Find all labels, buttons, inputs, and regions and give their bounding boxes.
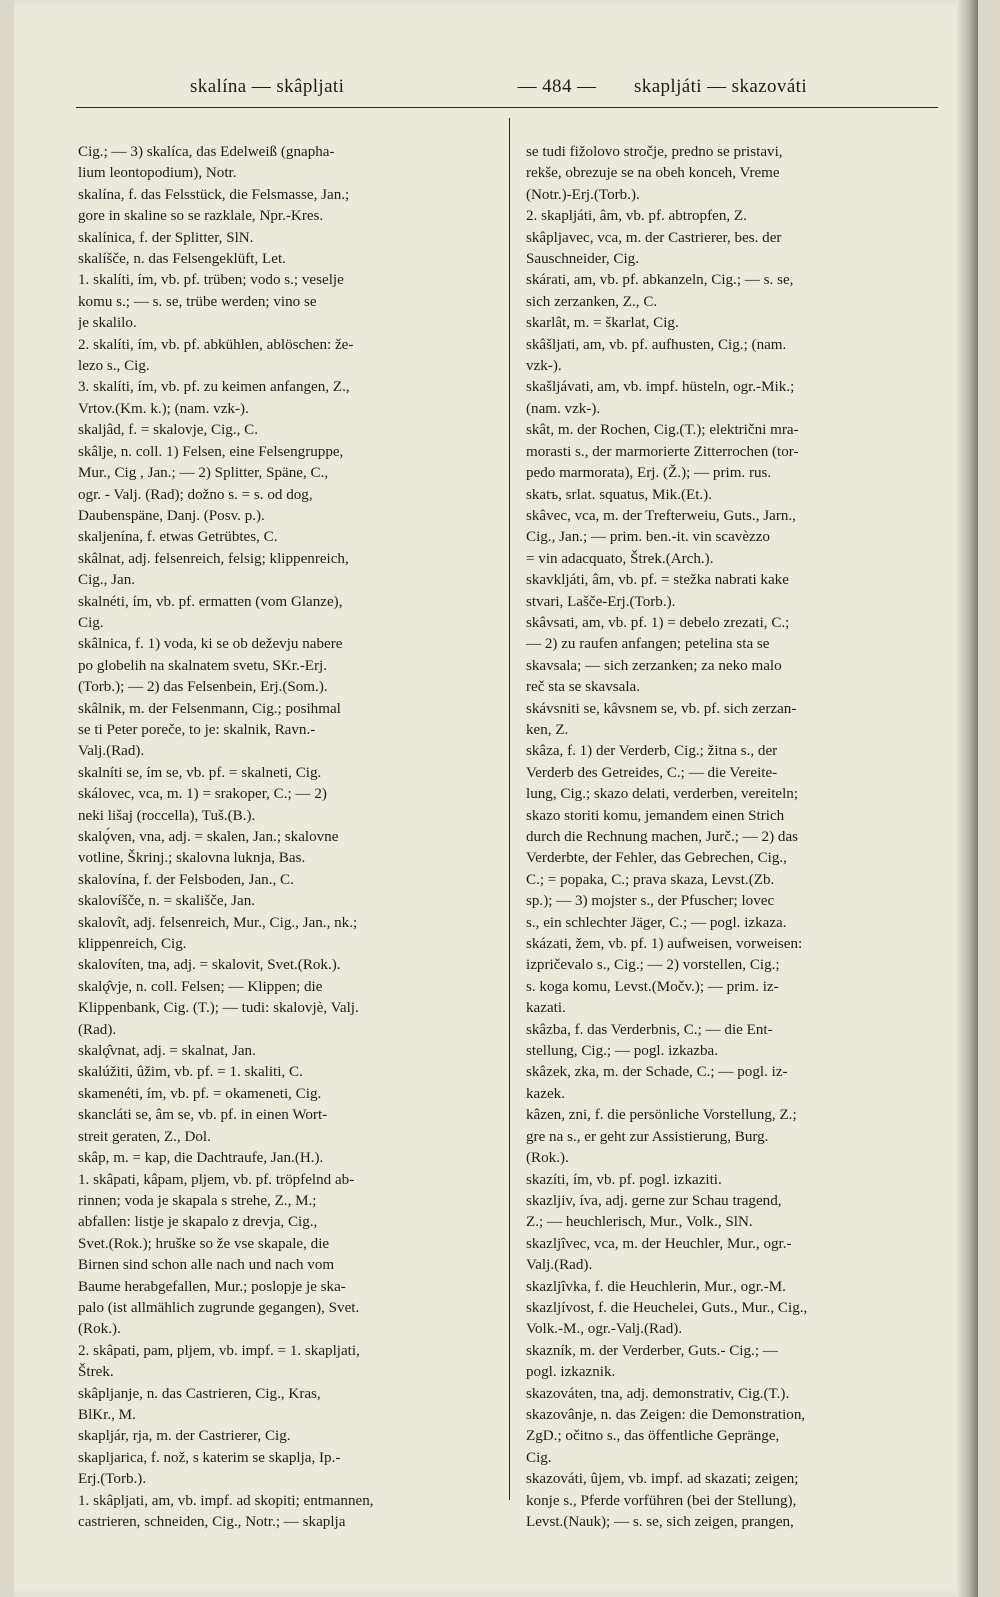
text-line: skazljívost, f. die Heuchelei, Guts., Mur., Cig., (526, 1299, 808, 1316)
text-line: skavkljáti, âm, vb. pf. = stežka nabrati kake (526, 572, 789, 589)
text-line: (Rok.). (78, 1321, 121, 1338)
text-line: gre na s., er geht zur Assistierung, Burg. (526, 1128, 769, 1145)
text-line: skâlje, n. coll. 1) Felsen, eine Felsengruppe, (78, 443, 344, 460)
right-column (526, 142, 944, 1533)
text-line: Volk.-M., ogr.-Valj.(Rad). (526, 1321, 683, 1338)
text-line: Erj.(Torb.). (78, 1471, 147, 1488)
text-line: 3. skalíti, ím, vb. pf. zu keimen anfangen, Z., (78, 379, 350, 396)
text-line: skâlnik, m. der Felsenmann, Cig.; posihmal (78, 700, 341, 717)
text-line: skatъ, srlat. squatus, Mik.(Et.). (526, 486, 712, 503)
text-line: Cig.; — 3) skalíca, das Edelweiß (gnapha- (78, 144, 335, 160)
text-line: skavsala; — sich zerzanken; za neko malo (526, 657, 782, 674)
text-line: BlKr., M. (78, 1406, 136, 1423)
text-line: konje s., Pferde vorführen (bei der Stellung), (526, 1492, 797, 1509)
text-line: Svet.(Rok.); hruške so že vse skapale, die (78, 1235, 330, 1252)
text-line: Cig., Jan.; — prim. ben.-it. vin scavèzzo (526, 529, 770, 546)
text-line: skalníti se, ím se, vb. pf. = skalneti, Cig. (78, 764, 322, 781)
text-line: skâlnica, f. 1) voda, ki se ob deževju nabere (78, 636, 343, 653)
text-line: skazník, m. der Verderber, Guts.- Cig.; — (526, 1342, 778, 1359)
text-line: lium leontopodium), Notr. (78, 165, 237, 182)
text-line: Valj.(Rad). (78, 743, 145, 760)
text-line: po globelih na skalnatem svetu, SKr.-Erj. (78, 657, 328, 674)
text-line: 2. skâpati, pam, pljem, vb. impf. = 1. skapljati, (78, 1342, 360, 1359)
text-line: skazljîvka, f. die Heuchlerin, Mur., ogr.-M. (526, 1278, 786, 1295)
text-line: skâvec, vca, m. der Trefterweiu, Guts., Jarn., (526, 507, 796, 524)
text-line: skâzba, f. das Verderbnis, C.; — die Ent- (526, 1021, 773, 1038)
text-line: Verderbte, der Fehler, das Gebrechen, Cig., (526, 850, 787, 867)
text-line: skalovíšče, n. = skališče, Jan. (78, 893, 256, 910)
text-line: sp.); — 3) mojster s., der Pfuscher; lovec (526, 893, 775, 910)
text-line: skâvsati, am, vb. pf. 1) = debelo zrezati, C.; (526, 614, 790, 631)
text-line: se tudi fižolovo stročje, predno se pristavi, (526, 144, 783, 160)
text-line: 1. skâpljati, am, vb. impf. ad skopiti; entmannen, (78, 1492, 374, 1509)
text-line: skálovec, vca, m. 1) = srakoper, C.; — 2) (78, 786, 327, 803)
text-line: abfallen: listje je skapalo z drevja, Cig., (78, 1214, 318, 1231)
text-line: skât, m. der Rochen, Cig.(T.); električni mra- (526, 422, 799, 439)
text-line: C.; = popaka, C.; prava skaza, Levst.(Zb. (526, 871, 775, 888)
text-line: (Rad). (78, 1021, 117, 1038)
text-line: (Rok.). (526, 1150, 569, 1167)
text-line: ken, Z. (526, 721, 569, 738)
text-line: s. koga komu, Levst.(Močv.); — prim. iz- (526, 978, 779, 995)
text-line: Klippenbank, Cig. (T.); — tudi: skalovjè, Valj. (78, 1000, 359, 1017)
text-line: gore in skaline so se razklale, Npr.-Kres. (78, 208, 324, 225)
text-line: skâzek, zka, m. der Schade, C.; — pogl. iz- (526, 1064, 788, 1081)
page-number: — 484 — (517, 76, 597, 97)
text-line: skâšljati, am, vb. pf. aufhusten, Cig.; (nam. (526, 336, 787, 353)
text-line: castrieren, schneiden, Cig., Notr.; — skaplja (78, 1514, 346, 1530)
text-line: ogr. - Valj. (Rad); dožno s. = s. od dog, (78, 486, 313, 503)
text-line: se ti Peter poreče, to je: skalnik, Ravn.- (78, 721, 316, 738)
text-line: stellung, Cig.; — pogl. izkazba. (526, 1043, 718, 1060)
text-line: skâza, f. 1) der Verderb, Cig.; žitna s., der (526, 743, 778, 760)
text-line: s., ein schlechter Jäger, C.; — pogl. izkaza. (526, 914, 787, 931)
text-line: Cig. (78, 614, 104, 631)
text-line: Z.; — heuchlerisch, Mur., Volk., SlN. (526, 1214, 753, 1231)
text-line: skazováti, ûjem, vb. impf. ad skazati; zeigen; (526, 1471, 799, 1488)
text-line: (nam. vzk-). (526, 400, 601, 417)
text-line: Štrek. (78, 1364, 114, 1381)
text-line: neki lišaj (roccella), Tuš.(B.). (78, 807, 256, 824)
text-line: Cig., Jan. (78, 572, 136, 589)
text-line: kâzen, zni, f. die persönliche Vorstellung, Z.; (526, 1107, 797, 1124)
text-line: reč sta se skavsala. (526, 679, 640, 696)
text-line: Mur., Cig , Jan.; — 2) Splitter, Späne, C., (78, 465, 329, 482)
text-line: durch die Rechnung machen, Jurč.; — 2) das (526, 829, 799, 845)
text-line: 1. skâpati, kâpam, pljem, vb. pf. tröpfelnd ab- (78, 1171, 355, 1188)
text-line: Cig. (526, 1449, 552, 1466)
text-line: Levst.(Nauk); — s. se, sich zeigen, prangen, (526, 1514, 794, 1530)
text-line: skalovíten, tna, adj. = skalovit, Svet.(Rok.). (78, 957, 341, 974)
text-line: skamenéti, ím, vb. pf. = okameneti, Cig. (78, 1085, 322, 1102)
text-line: skazo storiti komu, jemandem einen Strich (526, 807, 785, 824)
text-line: kazek. (526, 1085, 565, 1102)
text-line: skárati, am, vb. pf. abkanzeln, Cig.; — s. se, (526, 272, 794, 289)
text-line: skapljár, rja, m. der Castrierer, Cig. (78, 1428, 291, 1445)
text-line: skapljarica, f. nož, s katerim se skaplja, Ip.- (78, 1449, 341, 1466)
text-line: skâpljanje, n. das Castrieren, Cig., Kras, (78, 1385, 321, 1402)
left-column (78, 142, 498, 1533)
text-line: = vin adacquato, Štrek.(Arch.). (526, 550, 714, 567)
text-line: pedo marmorata), Erj. (Ž.); — prim. rus. (526, 465, 772, 482)
text-line: skalínica, f. der Splitter, SlN. (78, 229, 254, 246)
header-left-guide-words: skalína — skâpljati (190, 76, 345, 97)
text-line: skalúžiti, ûžim, vb. pf. = 1. skaliti, C. (78, 1064, 303, 1081)
column-divider (509, 118, 510, 1500)
text-line: Verderb des Getreides, C.; — die Vereite- (526, 764, 778, 781)
text-line: skâlnat, adj. felsenreich, felsig; klippenreich, (78, 550, 349, 567)
text-line: palo (ist allmählich zugrunde gegangen), Svet. (78, 1299, 360, 1316)
text-line: skâpljavec, vca, m. der Castrierer, bes. der (526, 229, 782, 246)
text-line: skaljâd, f. = skalovje, Cig., C. (78, 422, 258, 439)
text-line: stvari, Lašče-Erj.(Torb.). (526, 593, 676, 610)
text-line: skazljiv, íva, adj. gerne zur Schau tragend, (526, 1192, 782, 1209)
text-line: sich zerzanken, Z., C. (526, 293, 658, 310)
text-line: (Torb.); — 2) das Felsenbein, Erj.(Som.). (78, 679, 328, 696)
text-line: lezo s., Cig. (78, 358, 150, 375)
text-line: skâp, m. = kap, die Dachtraufe, Jan.(H.). (78, 1150, 324, 1167)
text-line: rinnen; voda je skapala s strehe, Z., M.; (78, 1192, 317, 1209)
text-line: skazljîvec, vca, m. der Heuchler, Mur., ogr.- (526, 1235, 792, 1252)
text-line: skancláti se, âm se, vb. pf. in einen Wort- (78, 1107, 328, 1124)
text-line: skalǫ̂vje, n. coll. Felsen; — Klippen; die (78, 978, 323, 995)
text-line: skarlât, m. = škarlat, Cig. (526, 315, 679, 332)
text-line: skazováten, tna, adj. demonstrativ, Cig.(T.). (526, 1385, 790, 1402)
text-line: Daubenspäne, Danj. (Posv. p.). (78, 507, 265, 524)
text-line: skalíšče, n. das Felsengeklüft, Let. (78, 251, 286, 268)
text-line: skalǫ̂vnat, adj. = skalnat, Jan. (78, 1043, 256, 1060)
text-line: skalǫ́ven, vna, adj. = skalen, Jan.; skalovne (78, 829, 339, 845)
text-line: komu s.; — s. se, trübe werden; vino se (78, 293, 317, 310)
text-line: streit geraten, Z., Dol. (78, 1128, 211, 1145)
text-line: izpričevalo s., Cig.; — 2) vorstellen, Cig.; (526, 957, 780, 974)
text-line: morasti s., der marmorierte Zitterrochen (tor- (526, 443, 799, 460)
text-line: skalovît, adj. felsenreich, Mur., Cig., Jan., nk.; (78, 914, 358, 931)
text-line: rekše, obrezuje se na obeh konceh, Vreme (526, 165, 780, 182)
text-line: kazati. (526, 1000, 566, 1017)
text-line: (Notr.)-Erj.(Torb.). (526, 186, 640, 203)
text-line: skazíti, ím, vb. pf. pogl. izkaziti. (526, 1171, 722, 1188)
text-line: je skalilo. (78, 315, 137, 332)
text-line: 2. skalíti, ím, vb. pf. abkühlen, ablöschen: že- (78, 336, 354, 353)
dictionary-page (14, 0, 978, 1597)
text-line: Sauschneider, Cig. (526, 251, 639, 268)
text-line: skaljenína, f. etwas Getrübtes, C. (78, 529, 278, 546)
text-line: votline, Škrinj.; skalovna luknja, Bas. (78, 850, 306, 867)
text-line: — 2) zu raufen anfangen; petelina sta se (526, 636, 770, 653)
text-line: pogl. izkaznik. (526, 1364, 616, 1381)
text-line: 1. skalíti, ím, vb. pf. trüben; vodo s.; veselje (78, 272, 344, 289)
text-line: Baume herabgefallen, Mur.; poslopje je ska- (78, 1278, 346, 1295)
header-right-guide-words: skapljáti — skazováti (634, 76, 808, 97)
running-header (74, 72, 934, 100)
text-line: vzk-). (526, 358, 562, 375)
text-line: lung, Cig.; skazo delati, verderben, vereiteln; (526, 786, 799, 803)
text-line: Birnen sind schon alle nach und nach vom (78, 1257, 335, 1274)
text-line: skalnéti, ím, vb. pf. ermatten (vom Glanze), (78, 593, 343, 610)
text-line: klippenreich, Cig. (78, 936, 187, 953)
header-rule (76, 107, 938, 108)
text-line: Valj.(Rad). (526, 1257, 593, 1274)
text-line: skalína, f. das Felsstück, die Felsmasse, Jan.; (78, 186, 350, 203)
text-line: Vrtov.(Km. k.); (nam. vzk-). (78, 400, 249, 417)
text-line: ZgD.; očitno s., das öffentliche Gepränge, (526, 1428, 780, 1445)
text-line: skazovânje, n. das Zeigen: die Demonstration, (526, 1406, 806, 1423)
text-line: skávsniti se, kâvsnem se, vb. pf. sich zerzan- (526, 700, 797, 717)
text-line: skalovína, f. der Felsboden, Jan., C. (78, 871, 294, 888)
text-line: skázati, žem, vb. pf. 1) aufweisen, vorweisen: (526, 936, 803, 953)
text-line: 2. skapljáti, âm, vb. pf. abtropfen, Z. (526, 208, 747, 225)
page-edge-shadow (956, 0, 978, 1597)
text-line: skašljávati, am, vb. impf. hüsteln, ogr.-Mik.; (526, 379, 795, 396)
